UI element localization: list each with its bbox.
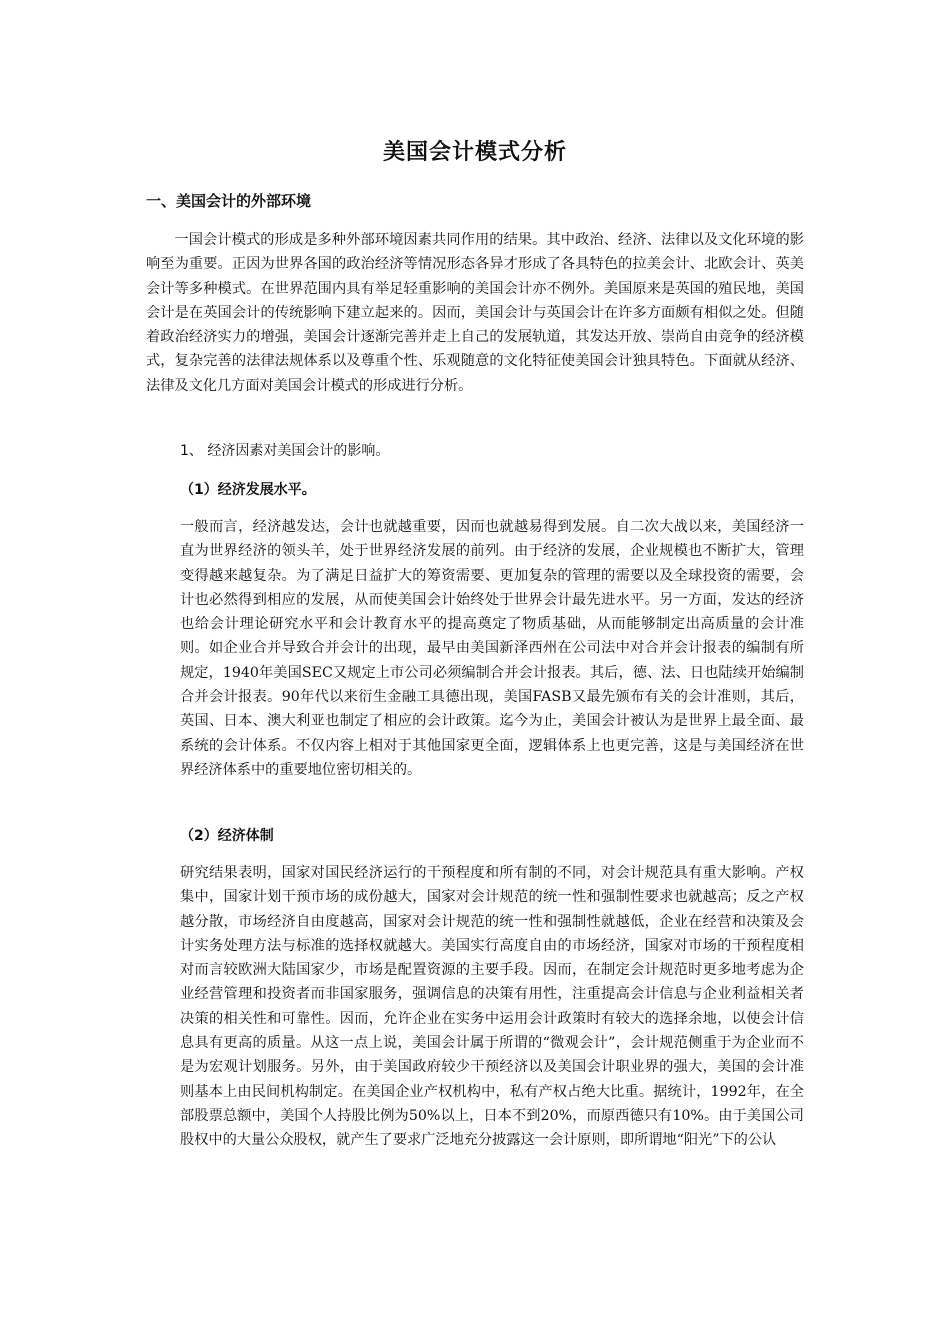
section-heading: 一、美国会计的外部环境: [146, 192, 312, 210]
intro-paragraph: 一国会计模式的形成是多种外部环境因素共同作用的结果。其中政治、经济、法律以及文化环境的影响至为重要。正因为世界各国的政治经济等情况形态各异才形成了各具特色的拉美会计、北欧会计、英美会计等多种模式。在世界范围内具有举足轻重影响的美国会计亦不例外。美国原来是英国的殖民地，美国会计是在英国会计的传统影响下建立起来的。因而，美国会计与英国会计在许多方面颇有相似之处。但随着政治经济实力的增强，美国会计逐渐完善并走上自己的发展轨道，其发达开放、崇尚自由竞争的经济模式，复杂完善的法律法规体系以及尊重个性、乐观随意的文化特征使美国会计独具特色。下面就从经济、法律及文化几方面对美国会计模式的形成进行分析。: [146, 232, 804, 394]
subsection-heading: 1、 经济因素对美国会计的影响。: [180, 443, 390, 459]
document-title: 美国会计模式分析: [382, 140, 567, 165]
economic-system-paragraph: 研究结果表明，国家对国民经济运行的干预程度和所有制的不同，对会计规范具有重大影响。产权集中，国家计划干预市场的成份越大，国家对会计规范的统一性和强制性要求也就越高；反之产权越分散，市场经济自由度越高，国家对会计规范的统一性和强制性就越低，企业在经营和决策及会计实务处理方法与标准的选择权就越大。美国实行高度自由的市场经济，国家对市场的干预程度相对而言较欧洲大陆国家少，市场是配置资源的主要手段。因而，在制定会计规范时更多地考虑为企业经营管理和投资者而非国家服务，强调信息的决策有用性，注重提高会计信息与企业利益相关者决策的相关性和可靠性。因而，允许企业在实务中运用会计政策时有较大的选择余地，以使会计信息具有更高的质量。从这一点上说，美国会计属于所谓的“微观会计”，会计规范侧重于为企业而不是为宏观计划服务。另外，由于美国政府较少干预经济以及美国会计职业界的强大，美国的会计准则基本上由民间机构制定。在美国企业产权机构中，私有产权占绝大比重。据统计，1992年，在全部股票总额中，美国个人持股比例为50%以上，日本不到20%，而原西德只有10%。由于美国公司股权中的大量公众股权，就产生了要求广泛地充分披露这一会计原则，即所谓地“阳光”下的公认: [180, 865, 804, 1149]
item-heading-economic-system: （2）经济体制: [180, 828, 274, 844]
item-heading-economic-level: （1）经济发展水平。: [180, 482, 316, 498]
economic-level-paragraph: 一般而言，经济越发达，会计也就越重要，因而也就越易得到发展。自二次大战以来，美国经济一直为世界经济的领头羊，处于世界经济发展的前列。由于经济的发展，企业规模也不断扩大，管理变得越来越复杂。为了满足日益扩大的筹资需要、更加复杂的管理的需要以及全球投资的需要，会计也必然得到相应的发展，从而使美国会计始终处于世界会计最先进水平。另一方面，发达的经济也给会计理论研究水平和会计教育水平的提高奠定了物质基础，从而能够制定出高质量的会计准则。如企业合并导致合并会计的出现，最早由美国新泽西州在公司法中对合并会计报表的编制有所规定，1940年美国SEC又规定上市公司必须编制合并会计报表。其后，德、法、日也陆续开始编制合并会计报表。90年代以来衍生金融工具德出现，美国FASB又最先颁布有关的会计准则，其后，英国、日本、澳大利亚也制定了相应的会计政策。迄今为止，美国会计被认为是世界上最全面、最系统的会计体系。不仅内容上相对于其他国家更全面，逻辑体系上也更完善，这是与美国经济在世界经济体系中的重要地位密切相关的。: [180, 519, 804, 778]
